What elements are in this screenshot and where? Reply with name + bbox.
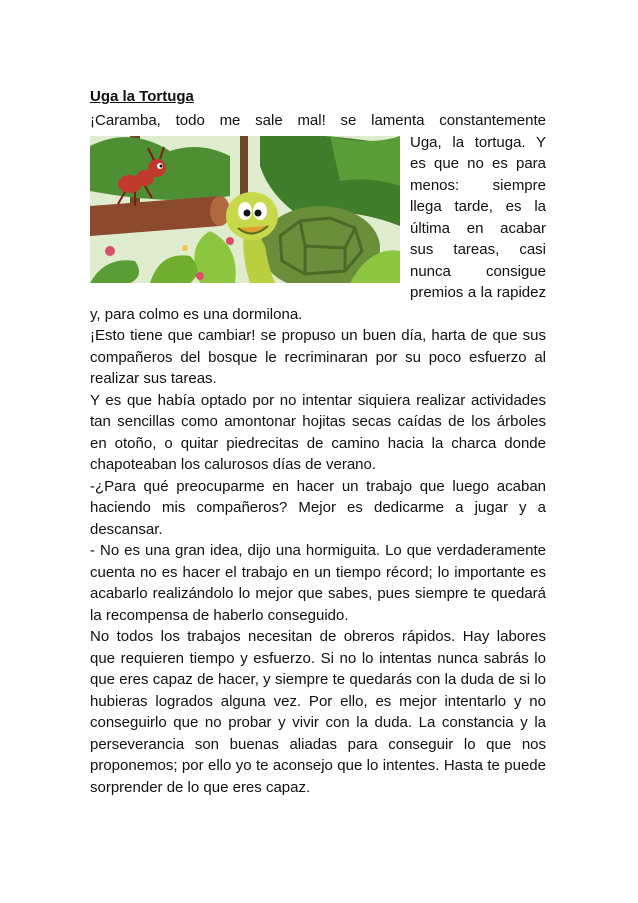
paragraph-1-first-line: ¡Caramba, todo me sale mal! se lamenta constantemente bbox=[90, 112, 546, 129]
paragraph-3: Y es que había optado por no intentar siquiera realizar actividades tan sencillas como amontonar hojitas secas caídas de los árboles en otoño, o quitar piedrecitas de camino hacia la charca donde chapoteaban los calurosos días de verano. bbox=[90, 391, 546, 473]
illustration-svg bbox=[90, 136, 400, 283]
turtle-and-ant-illustration bbox=[90, 136, 400, 283]
paragraph-2: ¡Esto tiene que cambiar! se propuso un buen día, harta de que sus compañeros del bosque le recriminaran por su poco esfuerzo al realizar sus tareas. bbox=[90, 327, 546, 387]
document-body bbox=[90, 110, 546, 798]
paragraph-1-wrap bbox=[90, 132, 546, 326]
document-page bbox=[90, 86, 546, 798]
paragraph-1 bbox=[90, 110, 546, 132]
paragraph-1-rest: Uga, la tortuga. Y es que no es para menos: siempre llega tarde, es la última en acabar sus tareas, casi nunca consigue premios a la rapidez y, para colmo es una dormilona. bbox=[90, 133, 546, 323]
paragraph-5: - No es una gran idea, dijo una hormiguita. Lo que verdaderamente cuenta no es hacer el trabajo en un tiempo récord; lo importante es acabarlo realizándolo lo mejor que sabes, pues siempre te quedará la recompensa de haberlo conseguido. bbox=[90, 542, 546, 624]
paragraph-6: No todos los trabajos necesitan de obreros rápidos. Hay labores que requieren tiempo y esfuerzo. Si no lo intentas nunca sabrás lo que eres capaz de hacer, y siempre te quedarás con la duda de si lo hubieras logrados alguna vez. Por ello, es mejor intentarlo y no conseguirlo que no probar y vivir con la duda. La constancia y la perseverancia son buenas aliadas para conseguir lo que nos proponemos; por ello yo te aconsejo que lo intentes. Hasta te puede sorprender de lo que eres capaz. bbox=[90, 628, 546, 796]
document-title: Uga la Tortuga bbox=[90, 88, 194, 105]
paragraph-4: -¿Para qué preocuparme en hacer un trabajo que luego acaban haciendo mis compañeros? Mejor es dedicarme a jugar y a descansar. bbox=[90, 477, 546, 538]
